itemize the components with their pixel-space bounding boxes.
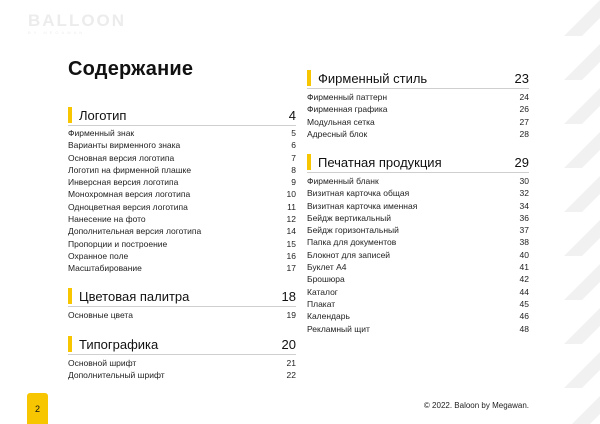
accent-bar <box>68 336 72 352</box>
toc-item[interactable] <box>307 212 529 224</box>
toc-item[interactable] <box>68 357 296 369</box>
toc-item[interactable] <box>68 262 296 274</box>
section-items <box>68 127 296 275</box>
section-corporate-style[interactable] <box>307 69 529 87</box>
page-title: Содержание <box>68 58 194 80</box>
toc-item-page: 48 <box>519 323 529 334</box>
toc-item-page: 38 <box>519 237 529 248</box>
toc-item-label: Папка для документов <box>307 237 397 248</box>
toc-item[interactable] <box>307 103 529 115</box>
toc-item-page: 37 <box>519 225 529 236</box>
toc-item-page: 9 <box>291 177 296 188</box>
toc-item[interactable] <box>307 261 529 273</box>
section-title: Цветовая палитра <box>79 288 190 304</box>
toc-item-page: 10 <box>286 189 296 200</box>
divider <box>68 354 296 355</box>
toc-item-page: 30 <box>519 176 529 186</box>
toc-item[interactable] <box>307 187 529 199</box>
divider <box>307 172 529 173</box>
toc-item[interactable] <box>68 139 296 151</box>
toc-item-label: Блокнот для записей <box>307 249 391 260</box>
brand-logo <box>28 12 138 36</box>
toc-item-label: Фирменный бланк <box>307 176 379 186</box>
decorative-stripes <box>560 0 600 424</box>
section-page: 18 <box>281 288 296 304</box>
section-typography[interactable] <box>68 335 296 353</box>
toc-item-page: 44 <box>519 286 529 297</box>
section-title: Фирменный стиль <box>318 70 428 86</box>
toc-item-page: 6 <box>291 140 296 151</box>
toc-item[interactable] <box>307 91 529 103</box>
accent-bar <box>307 70 311 86</box>
toc-item-label: Фирменная графика <box>307 104 388 115</box>
toc-item-page: 19 <box>286 310 296 320</box>
toc-item-label: Рекламный щит <box>307 323 370 334</box>
toc-item-label: Буклет А4 <box>307 262 347 273</box>
toc-item-page: 42 <box>519 274 529 285</box>
toc-item-page: 7 <box>291 152 296 163</box>
toc-item-page: 11 <box>287 201 296 212</box>
toc-item-label: Календарь <box>307 311 350 322</box>
toc-item-label: Модульная сетка <box>307 116 375 127</box>
toc-item[interactable] <box>307 200 529 212</box>
toc-item-label: Варианты вирменного знака <box>68 140 181 151</box>
toc-item-label: Охранное поле <box>68 250 129 261</box>
divider <box>68 125 296 126</box>
section-title: Типографика <box>79 336 159 352</box>
toc-item[interactable] <box>307 224 529 236</box>
toc-item-label: Основной шрифт <box>68 358 137 368</box>
toc-item[interactable] <box>307 323 529 335</box>
section-page: 29 <box>514 154 529 170</box>
toc-item[interactable] <box>307 116 529 128</box>
toc-item-label: Бейдж горизонтальный <box>307 225 399 236</box>
toc-item-label: Пропорции и построение <box>68 238 168 249</box>
toc-item[interactable] <box>68 164 296 176</box>
section-page: 20 <box>281 336 296 352</box>
section-print-products[interactable] <box>307 153 529 171</box>
toc-item-page: 46 <box>519 311 529 322</box>
toc-item[interactable] <box>68 250 296 262</box>
toc-item[interactable] <box>307 175 529 187</box>
toc-item[interactable] <box>68 127 296 139</box>
toc-item-page: 41 <box>519 262 529 273</box>
logo-wordmark: BALLOON <box>28 11 127 30</box>
toc-item[interactable] <box>307 236 529 248</box>
section-color-palette[interactable] <box>68 287 296 305</box>
toc-item[interactable] <box>68 238 296 250</box>
divider <box>68 306 296 307</box>
section-page: 4 <box>288 107 296 123</box>
toc-item-page: 12 <box>286 214 296 225</box>
toc-item-label: Масштабирование <box>68 263 142 274</box>
page-number-badge: 2 <box>27 393 48 424</box>
toc-item-label: Визитная карточка общая <box>307 188 410 199</box>
section-page: 23 <box>514 70 529 86</box>
toc-item-label: Дополнительная версия логотипа <box>68 226 202 237</box>
toc-item-page: 14 <box>286 226 296 237</box>
toc-item-label: Логотип на фирменной плашке <box>68 164 192 175</box>
section-title: Печатная продукция <box>318 154 442 170</box>
accent-bar <box>307 154 311 170</box>
section-logo[interactable] <box>68 106 296 124</box>
toc-item-page: 15 <box>286 238 296 249</box>
toc-item-page: 36 <box>519 212 529 223</box>
logo-tagline: BY MEGAWAN <box>28 30 86 35</box>
toc-item-page: 22 <box>286 370 296 381</box>
toc-item-label: Основные цвета <box>68 310 133 320</box>
toc-item-page: 28 <box>519 128 529 139</box>
toc-item-label: Инверсная версия логотипа <box>68 177 179 188</box>
toc-item[interactable] <box>307 128 529 140</box>
toc-item-page: 24 <box>519 92 529 102</box>
toc-item[interactable] <box>68 201 296 213</box>
toc-item-label: Бейдж вертикальный <box>307 212 391 223</box>
toc-item-page: 21 <box>286 358 296 368</box>
toc-item-label: Нанесение на фото <box>68 214 146 225</box>
divider <box>307 88 529 89</box>
toc-item-page: 26 <box>519 104 529 115</box>
section-items <box>307 175 529 335</box>
toc-item[interactable] <box>68 309 296 321</box>
toc-item[interactable] <box>68 225 296 237</box>
toc-item-label: Брошюра <box>307 274 345 285</box>
toc-item[interactable] <box>307 273 529 285</box>
toc-item-page: 40 <box>519 249 529 260</box>
toc-item[interactable] <box>307 298 529 310</box>
toc-item[interactable] <box>68 369 296 381</box>
toc-item-label: Основная версия логотипа <box>68 152 175 163</box>
toc-item-page: 32 <box>519 188 529 199</box>
toc-item-label: Плакат <box>307 298 336 309</box>
toc-item[interactable] <box>68 176 296 188</box>
toc-item-page: 27 <box>519 116 529 127</box>
toc-item-label: Одноцветная версия логотипа <box>68 201 188 212</box>
toc-item-page: 16 <box>286 250 296 261</box>
toc-item[interactable] <box>68 152 296 164</box>
toc-item[interactable] <box>68 213 296 225</box>
section-items <box>68 357 296 382</box>
toc-item-page: 5 <box>291 128 296 138</box>
toc-item-label: Визитная карточка именная <box>307 200 418 211</box>
toc-item-page: 8 <box>291 164 296 175</box>
section-title: Логотип <box>79 107 127 123</box>
toc-item-page: 17 <box>286 263 296 274</box>
toc-item-label: Фирменный знак <box>68 128 135 138</box>
toc-item[interactable] <box>307 310 529 322</box>
toc-item-label: Дополнительный шрифт <box>68 370 165 381</box>
accent-bar <box>68 107 72 123</box>
section-items <box>68 309 296 321</box>
toc-item-page: 34 <box>519 200 529 211</box>
toc-item-page: 45 <box>519 298 529 309</box>
toc-item-label: Адресный блок <box>307 128 368 139</box>
section-items <box>307 91 529 140</box>
footer-copyright: © 2022. Baloon by Megawan. <box>423 401 529 410</box>
toc-item[interactable] <box>68 188 296 200</box>
toc-item-label: Монохромная версия логотипа <box>68 189 191 200</box>
toc-item[interactable] <box>307 286 529 298</box>
toc-item[interactable] <box>307 249 529 261</box>
toc-item-label: Фирменный паттерн <box>307 92 388 102</box>
accent-bar <box>68 288 72 304</box>
toc-item-label: Каталог <box>307 286 338 297</box>
